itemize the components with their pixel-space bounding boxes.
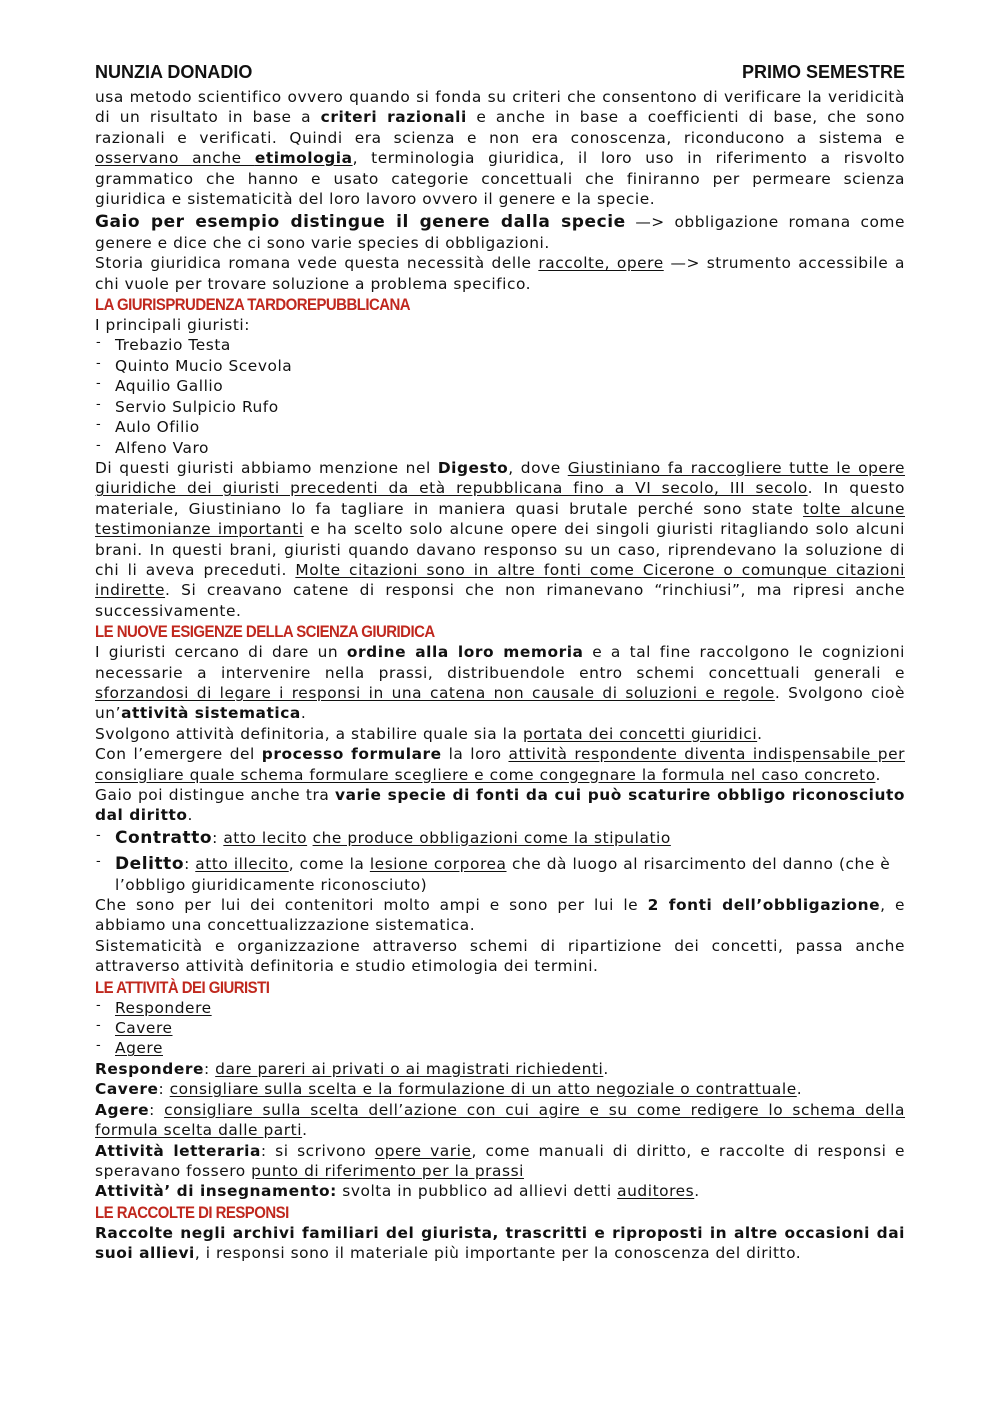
section-heading-raccolte: LE RACCOLTE DI RESPONSI: [95, 1202, 289, 1222]
author-name: NUNZIA DONADIO: [95, 62, 253, 82]
list-item: ‐ Cavere: [95, 1018, 905, 1038]
intro-paragraph-2: Gaio per esempio distingue il genere dalla specie —> obbligazione romana come genere e dice che ci sono varie species di obbligazioni.: [95, 212, 905, 252]
jurists-lead: I principali giuristi:: [95, 316, 250, 335]
fonti-list: [95, 828, 905, 895]
esigenze-paragraph-2: Svolgono attività definitoria, a stabilire quale sia la portata dei concetti giuridici.: [95, 724, 763, 743]
respondere-definition: Respondere: dare pareri ai privati o ai magistrati richiedenti.: [95, 1059, 609, 1078]
section-heading-attivita: LE ATTIVITÀ DEI GIURISTI: [95, 977, 270, 997]
list-item-delitto: ‐ Delitto: atto illecito, come la lesione corporea che dà luogo al risarcimento del danno (che è l’obbligo giuridicamente riconosciuto): [95, 854, 905, 895]
intro-paragraph-3: Storia giuridica romana vede questa necessità delle raccolte, opere —> strumento accessibile a chi vuole per trovare soluzione a problema specifico.: [95, 254, 905, 293]
section-heading-tardorepubblicana: LA GIURISPRUDENZA TARDOREPUBBLICANA: [95, 295, 411, 315]
intro-paragraph-1: usa metodo scientifico ovvero quando si fonda su criteri che consentono di verificare la veridicità di un risultato in base a criteri razionali e anche in base a coefficienti di base, che sono razionali e verificati. Quindi era scienza e non era conoscenza, riconducono a sistema e osservano anche etimologia, terminologia giuridica, il loro uso in riferimento a risvolto grammatico che hanno e usato categorie concettuali che finiranno per permeare scienza giuridica e sistematicità del loro lavoro ovvero il genere e la specie.: [95, 88, 905, 209]
section-heading-nuove-esigenze: LE NUOVE ESIGENZE DELLA SCIENZA GIURIDICA: [95, 622, 435, 642]
attivita-insegnamento: Attività’ di insegnamento: svolta in pubblico ad allievi detti auditores.: [95, 1182, 700, 1201]
esigenze-paragraph-6: Sistematicità e organizzazione attraverso schemi di ripartizione dei concetti, passa anche attraverso attività definitoria e studio etimologia dei termini.: [95, 936, 905, 976]
list-item: ‐ Respondere: [95, 998, 905, 1018]
esigenze-paragraph-4: Gaio poi distingue anche tra varie specie di fonti da cui può scaturire obbligo riconosciuto dal diritto.: [95, 786, 905, 825]
esigenze-paragraph-3: Con l’emergere del processo formulare la loro attività respondente diventa indispensabile per consigliare quale schema formulare scegliere e come congegnare la formula nel caso concreto.: [95, 745, 905, 784]
list-item: ‐ Aulo Ofilio: [95, 417, 905, 437]
activities-list: [95, 998, 905, 1059]
list-item-contratto: ‐ Contratto: atto lecito che produce obbligazioni come la stipulatio: [95, 828, 905, 848]
page-header: [95, 62, 905, 83]
digesto-paragraph: Di questi giuristi abbiamo menzione nel Digesto, dove Giustiniano fa raccogliere tutte le opere giuridiche dei giuristi precedenti da età repubblicana fino a VI secolo, III secolo. In questo materiale, Giustiniano lo fa tagliare in maniera quasi brutale perché sono state tolte alcune testimonianze importanti e ha scelto solo alcune opere dei singoli giuristi ritagliando solo alcuni brani. In questi brani, giuristi quando davano responso su un caso, riprendevano la soluzione di chi li aveva preceduti. Molte citazioni sono in altre fonti come Cicerone o comunque citazioni indirette. Si creavano catene di responsi che non rimanevano “rinchiusi”, ma ripresi anche successivamente.: [95, 458, 906, 620]
esigenze-paragraph-1: I giuristi cercano di dare un ordine alla loro memoria e a tal fine raccolgono le cognizioni necessarie a intervenire nella prassi, distribuendole entro schemi concettuali generali e sforzandosi di legare i responsi in una catena non causale di soluzioni e regole. Svolgono cioè un’attività sistematica.: [95, 643, 905, 723]
semester-label: PRIMO SEMESTRE: [741, 62, 905, 82]
agere-definition: Agere: consigliare sulla scelta dell’azione con cui agire e su come redigere lo schema della formula scelta dalle parti.: [95, 1100, 905, 1140]
list-item: ‐ Alfeno Varo: [95, 438, 905, 458]
esigenze-paragraph-5: Che sono per lui dei contenitori molto ampi e sono per lui le 2 fonti dell’obbligazione, e abbiamo una concettualizzazione sistematica.: [95, 896, 905, 935]
list-item: ‐ Agere: [95, 1038, 905, 1058]
attivita-letteraria: Attività letteraria: si scrivono opere varie, come manuali di diritto, e raccolte di responsi e speravano fossero punto di riferimento per la prassi: [95, 1141, 905, 1180]
list-item: ‐ Servio Sulpicio Rufo: [95, 397, 905, 417]
list-item: ‐ Aquilio Gallio: [95, 376, 905, 396]
raccolte-paragraph: Raccolte negli archivi familiari del giurista, trascritti e riproposti in altre occasioni dai suoi allievi, i responsi sono il materiale più importante per la conoscenza del diritto.: [95, 1223, 905, 1263]
cavere-definition: Cavere: consigliare sulla scelta e la formulazione di un atto negoziale o contrattuale.: [95, 1080, 803, 1099]
list-item: ‐ Quinto Mucio Scevola: [95, 356, 905, 376]
list-item: ‐ Trebazio Testa: [95, 335, 905, 355]
jurists-list: [95, 335, 905, 457]
document-body: [95, 87, 905, 1264]
